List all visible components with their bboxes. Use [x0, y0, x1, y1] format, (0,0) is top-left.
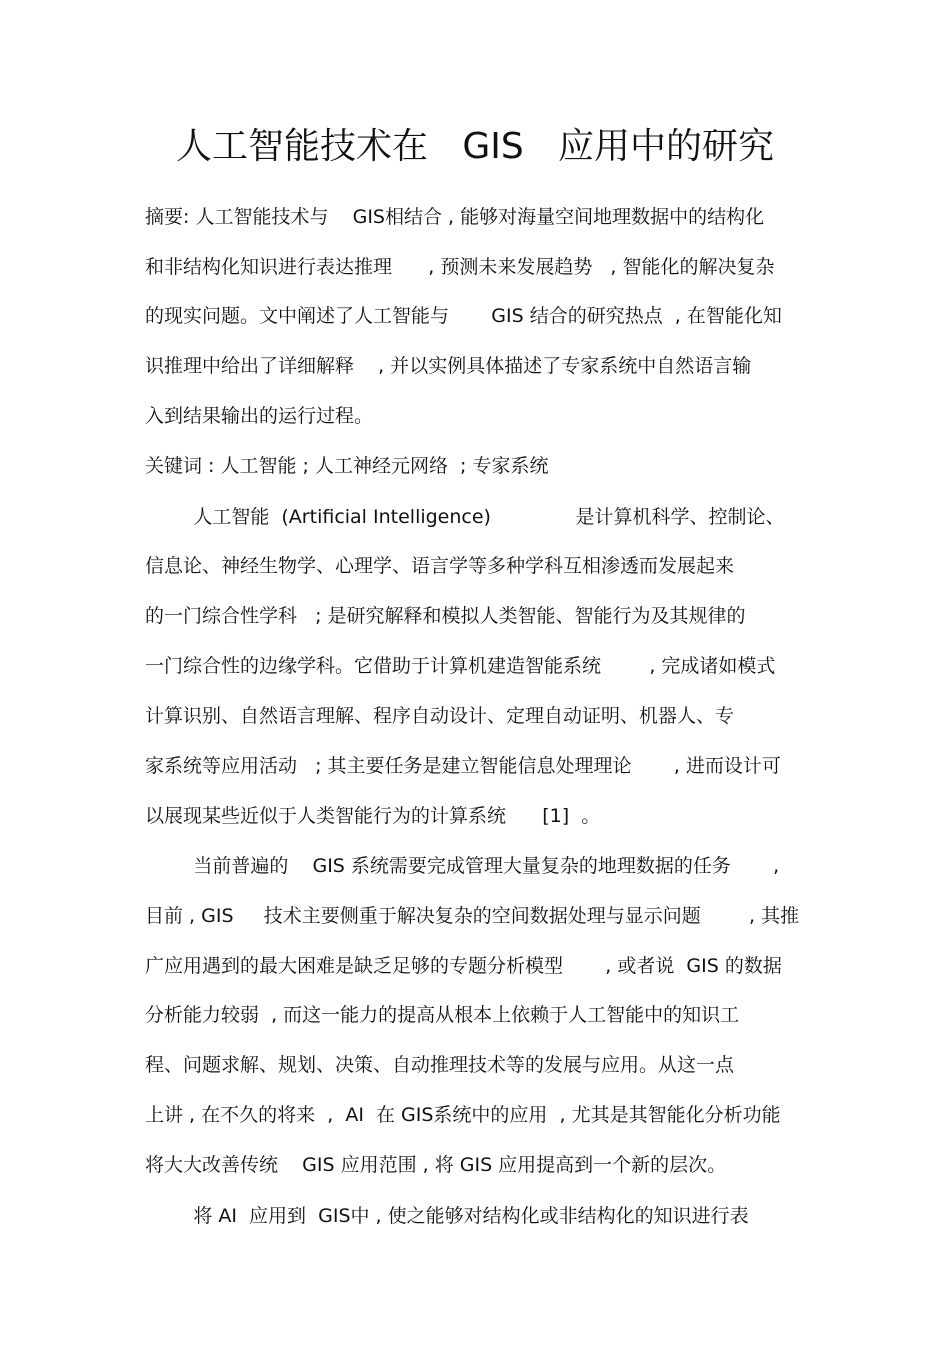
paragraph-line: 家系统等应用活动 ; 其主要任务是建立智能信息处理理论 , 进而设计可 — [145, 755, 781, 777]
page-title: 人工智能技术在 GIS 应用中的研究 — [175, 126, 775, 167]
paragraph-line: 一门综合性的边缘学科。它借助于计算机建造智能系统 , 完成诸如模式 — [145, 655, 776, 677]
paragraph-line: 当前普遍的 GIS 系统需要完成管理大量复杂的地理数据的任务 , — [145, 855, 780, 877]
keywords-line: 关键词 : 人工智能 ; 人工神经元网络 ; 专家系统 — [145, 455, 549, 477]
abstract-line: 识推理中给出了详细解释 , 并以实例具体描述了专家系统中自然语言输 — [145, 355, 752, 377]
paragraph-line: 计算识别、自然语言理解、程序自动设计、定理自动证明、机器人、专 — [145, 705, 735, 727]
paragraph-line: 广应用遇到的最大困难是缺乏足够的专题分析模型 , 或者说 GIS 的数据 — [145, 955, 782, 977]
abstract-line: 摘要: 人工智能技术与 GIS相结合 , 能够对海量空间地理数据中的结构化 — [145, 206, 765, 228]
paragraph-line: 的一门综合性学科 ; 是研究解释和模拟人类智能、智能行为及其规律的 — [145, 605, 746, 627]
paragraph-line: 目前 , GIS 技术主要侧重于解决复杂的空间数据处理与显示问题 , 其推 — [145, 905, 800, 927]
paragraph-line: 人工智能 (Artificial Intelligence) 是计算机科学、控制论、 — [145, 506, 785, 528]
paragraph-line: 上讲 , 在不久的将来 , AI 在 GIS系统中的应用 , 尤其是其智能化分析功能 — [145, 1104, 781, 1126]
abstract-line: 和非结构化知识进行表达推理 , 预测未来发展趋势 , 智能化的解决复杂 — [145, 256, 775, 278]
abstract-line: 入到结果输出的运行过程。 — [145, 405, 374, 427]
paragraph-line: 分析能力较弱 , 而这一能力的提高从根本上依赖于人工智能中的知识工 — [145, 1004, 740, 1026]
paragraph-line: 以展现某些近似于人类智能行为的计算系统 [1] 。 — [145, 805, 601, 827]
abstract-line: 的现实问题。文中阐述了人工智能与 GIS 结合的研究热点 , 在智能化知 — [145, 305, 782, 327]
paragraph-line: 信息论、神经生物学、心理学、语言学等多种学科互相渗透而发展起来 — [145, 555, 735, 577]
paragraph-line: 将 AI 应用到 GIS中 , 使之能够对结构化或非结构化的知识进行表 — [145, 1205, 749, 1227]
paragraph-line: 将大大改善传统 GIS 应用范围 , 将 GIS 应用提高到一个新的层次。 — [145, 1154, 727, 1176]
paragraph-line: 程、问题求解、规划、决策、自动推理技术等的发展与应用。从这一点 — [145, 1054, 735, 1076]
